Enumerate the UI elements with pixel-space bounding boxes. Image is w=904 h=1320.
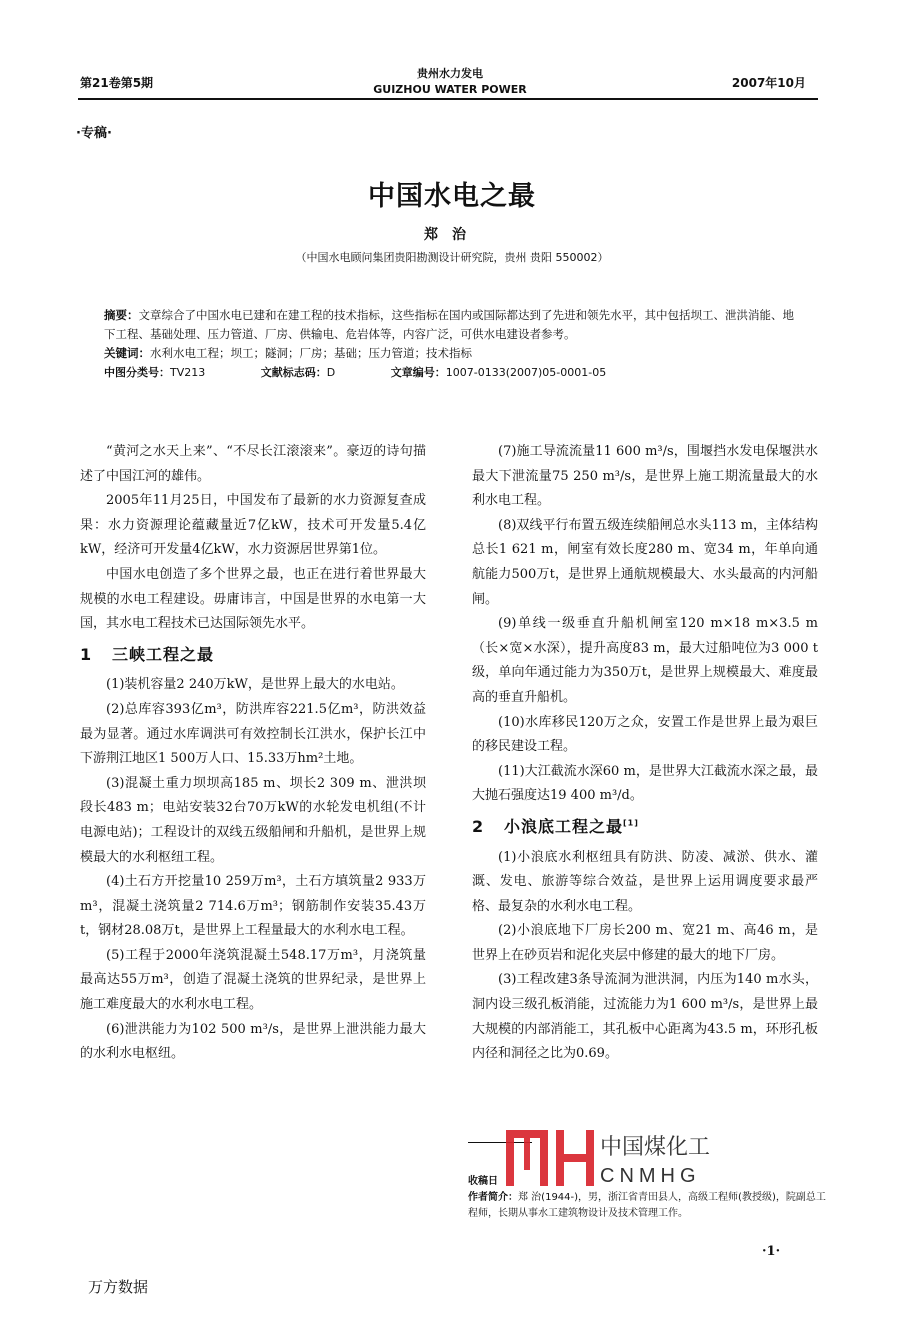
list-item: (6)泄洪能力为102 500 m³/s，是世界上泄洪能力最大的水利水电枢纽。 — [80, 1021, 426, 1062]
column-tag: ·专稿· — [76, 126, 112, 141]
article-number-label: 文章编号： — [390, 366, 446, 379]
keywords-text: 水利水电工程；坝工；隧洞；厂房；基础；压力管道；技术指标 — [150, 346, 472, 360]
list-item: (8)双线平行布置五级连续船闸总水头113 m，主体结构总长1 621 m，闸室有效长度280 m、宽34 m，年单向通航能力500万t，是世界上通航规模最大、水头最高的内河船闸。 — [472, 517, 818, 607]
section-heading-2 — [472, 815, 818, 840]
page-number: ·1· — [762, 1244, 781, 1259]
abstract-block — [104, 306, 798, 382]
section-number: 1 — [80, 644, 93, 664]
intro-paragraph: “黄河之水天上来”、“不尽长江滚滚来”。豪迈的诗句描述了中国江河的雄伟。 — [80, 444, 426, 484]
right-column — [472, 440, 818, 1067]
abstract-text: 文章综合了中国水电已建和在建工程的技术指标，这些指标在国内或国际都达到了先进和领先水平，其中包括坝工、泄洪消能、地下工程、基础处理、压力管道、厂房、供输电、危岩体等，内容广泛，可供水电建设者参考。 — [104, 308, 794, 341]
doc-code-value: D — [326, 366, 336, 379]
list-item: (1)小浪底水利枢纽具有防洪、防凌、减淤、供水、灌溉、发电、旅游等综合效益，是世界上运用调度要求最严格、最复杂的水利水电工程。 — [472, 849, 818, 914]
section-number: 2 — [472, 816, 485, 836]
watermark-logo — [504, 1126, 714, 1190]
list-item: (4)土石方开挖量10 259万m³，土石方填筑量2 933万m³，混凝土浇筑量2 714.6万m³；钢筋制作安装35.43万t，钢材28.08万t，是世界上工程量最大的水利水电工程。 — [80, 874, 426, 939]
watermark-name-cn: 中国煤化工 — [600, 1134, 711, 1159]
clc-value: TV213 — [170, 366, 206, 379]
journal-name-en: GUIZHOU WATER POWER — [373, 83, 527, 96]
list-item: (1)装机容量2 240万kW，是世界上最大的水电站。 — [106, 677, 404, 693]
watermark-name-en: CNMHG — [600, 1165, 701, 1187]
journal-issue: 第21卷第5期 — [80, 76, 154, 90]
list-item: (5)工程于2000年浇筑混凝土548.17万m³，月浇筑量最高达55万m³，创造了混凝土浇筑的世界纪录，是世界上施工难度最大的水利水电工程。 — [80, 947, 426, 1013]
intro-paragraph: 中国水电创造了多个世界之最，也正在进行着世界最大规模的水电工程建设。毋庸讳言，中国是世界的水电第一大国，其水电工程技术已达国际领先水平。 — [80, 566, 426, 632]
article-number-value: 1007-0133(2007)05-0001-05 — [445, 366, 607, 379]
article-title: 中国水电之最 — [368, 181, 536, 212]
abstract — [104, 306, 798, 344]
section-heading-1 — [80, 643, 426, 668]
left-column — [80, 440, 426, 1067]
bio-label: 作者简介： — [468, 1192, 518, 1203]
section-title: 小浪底工程之最 — [504, 816, 624, 836]
clc-label: 中图分类号： — [104, 366, 170, 379]
journal-name-cn: 贵州水力发电 — [417, 67, 483, 80]
keywords — [104, 344, 798, 363]
citation-ref: [1] — [623, 818, 639, 828]
journal-date: 2007年10月 — [731, 76, 806, 90]
bio-text: 郑 治(1944-)，男，浙江省青田县人，高级工程师(教授级)，院副总工程师，长期从事水工建筑物设计及技术管理工作。 — [468, 1192, 826, 1219]
list-item: (2)总库容393亿m³，防洪库容221.5亿m³，防洪效益最为显著。通过水库调洪可有效控制长江洪水，保护长江中下游荆江地区1 500万人口、15.33万hm²土地。 — [80, 701, 426, 767]
author-affiliation: （中国水电顾问集团贵阳勘测设计研究院，贵州 贵阳 550002） — [295, 251, 609, 264]
list-item: (9)单线一级垂直升船机闸室120 m×18 m×3.5 m（长×宽×水深），提升高度83 m，最大过船吨位为3 000 t级，单向年通过能力为350万t，是世界上规模最大、难度最高的垂直升船机。 — [472, 616, 818, 705]
list-item: (3)工程改建3条导流洞为泄洪洞，内压为140 m水头，洞内设三级孔板消能，过流能力为1 600 m³/s，是世界上最大规模的内部消能工，其孔板中心距离为43.5 m，环形孔板内径和洞径之比为0.69。 — [472, 972, 818, 1062]
section-title: 三峡工程之最 — [112, 644, 215, 664]
list-item: (2)小浪底地下厂房长200 m、宽21 m、高46 m，是世界上在砂页岩和泥化夹层中修建的最大的地下厂房。 — [472, 923, 818, 963]
journal-name — [340, 66, 560, 98]
classification-line — [104, 363, 798, 382]
list-item: (7)施工导流流量11 600 m³/s，围堰挡水发电保堰洪水最大下泄流量75 250 m³/s，是世界上施工期流量最大的水利水电工程。 — [472, 444, 818, 509]
source-mark: 万方数据 — [88, 1278, 149, 1296]
cnmhg-logo-icon — [504, 1126, 714, 1190]
header-rule — [78, 98, 818, 100]
doc-code-label: 文献标志码： — [260, 366, 327, 379]
intro-paragraph: 2005年11月25日，中国发布了最新的水力资源复查成果：水力资源理论蕴藏量近7亿kW，技术可开发量5.4亿kW，经济可开发量4亿kW，水力资源居世界第1位。 — [80, 493, 426, 558]
keywords-label: 关键词： — [104, 346, 150, 360]
article-author: 郑治 — [424, 227, 480, 243]
received-label: 收稿日 — [468, 1176, 498, 1187]
abstract-label: 摘要： — [104, 308, 139, 322]
list-item: (10)水库移民120万之众，安置工作是世界上最为艰巨的移民建设工程。 — [472, 714, 818, 755]
list-item: (11)大江截流水深60 m，是世界大江截流水深之最，最大抛石强度达19 400 m³/d。 — [472, 763, 818, 804]
list-item: (3)混凝土重力坝坝高185 m、坝长2 309 m、泄洪坝段长483 m；电站安装32台70万kW的水轮发电机组(不计电源电站)；工程设计的双线五级船闸和升船机，是世界上规模最大的水利枢纽工程。 — [80, 775, 426, 865]
